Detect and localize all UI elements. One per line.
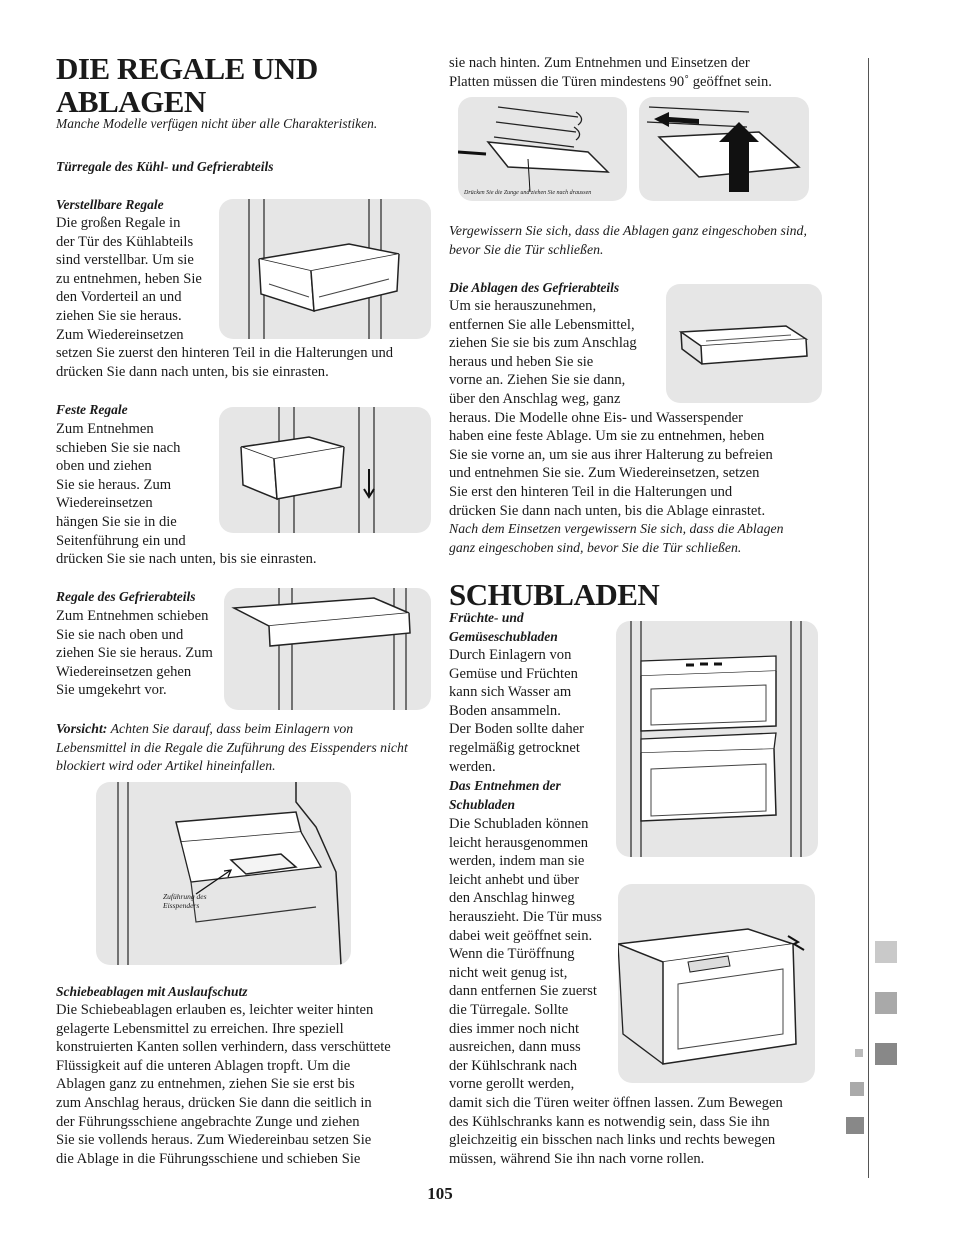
door-shelves-heading: Türregale des Kühl- und Gefrierabteils xyxy=(56,159,274,174)
text-line: heraus. Die Modelle ohne Eis- und Wasserspender xyxy=(449,409,743,426)
text-line: Um sie herauszunehmen, xyxy=(449,298,597,314)
text-line: Sie sie vorne an, um sie aus ihrer Halterung zu befreien xyxy=(449,446,773,463)
text-line: Flüssigkeit auf die unteren Ablagen tropft. Um die xyxy=(56,1057,351,1074)
text-line: sind verstellbar. Um sie xyxy=(56,252,194,269)
ensure-pushed-in-note xyxy=(449,222,807,259)
text-line: müssen, während Sie ihn nach vorne rollen. xyxy=(449,1150,705,1167)
text-line: des Kühlschranks kann es notwendig sein, dass Sie ihn xyxy=(449,1113,770,1130)
text-line: kann sich Wasser am xyxy=(449,684,572,701)
sliding-shelves-heading: Schiebeablagen mit Auslaufschutz xyxy=(56,984,248,999)
section-marker xyxy=(875,1043,897,1065)
text-line: Wiedereinsetzen xyxy=(56,495,153,512)
text-line: ziehen Sie sie bis zum Anschlag xyxy=(449,335,637,352)
text-line: vorne an. Ziehen Sie sie dann, xyxy=(449,372,626,389)
text-line: Durch Einlagern von xyxy=(449,647,572,663)
fixed-shelf-illustration xyxy=(219,407,431,533)
text-line: den Anschlag hinweg xyxy=(449,890,575,907)
text-line: dann entfernen Sie zuerst xyxy=(449,983,597,1000)
text-line: ausreichen, dann muss xyxy=(449,1039,581,1056)
text-line: zu entnehmen, heben Sie xyxy=(56,270,202,287)
text-line: Schubladen xyxy=(449,796,516,812)
text-line: damit sich die Türen weiter öffnen lassen. Zum Bewegen xyxy=(449,1094,783,1111)
text-line: regelmäßig getrocknet xyxy=(449,739,580,756)
page-title-line1: DIE REGALE UND xyxy=(56,51,318,86)
crisper-heading xyxy=(449,609,558,646)
text-line: Sie erst den hinteren Teil in die Halterungen und xyxy=(449,483,733,500)
text-line: zum Anschlag heraus, drücken Sie dann die seitlich in xyxy=(56,1094,372,1111)
drawer-removal-illustration xyxy=(618,884,815,1083)
fixed-shelves-heading: Feste Regale xyxy=(56,402,128,417)
text-line: dies immer noch nicht xyxy=(449,1020,580,1037)
text-line: Achten Sie darauf, dass beim Einlagern von xyxy=(107,721,354,736)
text-line: herauszieht. Die Tür muss xyxy=(449,908,602,925)
page-subtitle: Manche Modelle verfügen nicht über alle Charakteristiken. xyxy=(56,116,378,131)
text-line: Lebensmittel in die Regale die Zuführung des Eisspenders nicht xyxy=(56,739,408,755)
text-line: haben eine feste Ablage. Um sie zu entnehmen, heben xyxy=(449,428,765,445)
text-line: Nach dem Einsetzen vergewissern Sie sich, dass die Ablagen xyxy=(449,521,784,537)
text-line: sie nach hinten. Zum Entnehmen und Einsetzen der xyxy=(449,55,750,71)
text-line: die Türregale. Sollte xyxy=(449,1001,569,1018)
adjustable-shelf-illustration xyxy=(219,199,431,339)
text-line: gelagerte Lebensmittel zu erreichen. Ihre speziell xyxy=(56,1020,344,1037)
text-line: bevor Sie die Tür schließen. xyxy=(449,241,604,257)
text-line: entfernen Sie alle Lebensmittel, xyxy=(449,316,635,333)
text-line: und entnehmen Sie sie. Zum Wiedereinsetzen, setzen xyxy=(449,465,760,482)
text-line: Sie umgekehrt vor. xyxy=(56,682,167,699)
text-line: Boden ansammeln. xyxy=(449,702,561,719)
text-line: nicht weit genug ist, xyxy=(449,964,568,981)
text-line: Platten müssen die Türen mindestens 90˚ geöffnet sein. xyxy=(449,73,772,90)
text-line: der Kühlschrank nach xyxy=(449,1057,578,1074)
text-line: Zuführung des xyxy=(163,892,207,901)
drawer-removal-heading xyxy=(449,777,561,814)
text-line: ziehen Sie sie heraus. xyxy=(56,307,182,324)
freezer-compartment-shelves-heading: Die Ablagen des Gefrierabteils xyxy=(449,280,620,295)
text-line: Ablagen ganz zu entnehmen, ziehen Sie sie erst bis xyxy=(56,1076,355,1093)
freezer-shelves-text xyxy=(56,607,213,700)
ice-dispenser-illustration xyxy=(96,782,351,965)
text-line: Zum Entnehmen schieben xyxy=(56,608,209,624)
freezer-compartment-shelf-illustration xyxy=(666,284,822,403)
text-line: Sie sie vollends heraus. Zum Wiedereinbau setzen Sie xyxy=(56,1132,372,1149)
drawers-title: SCHUBLADEN xyxy=(449,577,660,612)
text-line: ganz eingeschoben sind, bevor Sie die Tür schließen. xyxy=(449,539,742,555)
text-line: konstruierten Kanten sollen verhindern, dass verschüttete xyxy=(56,1039,391,1056)
text-line: den Vorderteil an und xyxy=(56,289,182,306)
freezer-shelf-illustration xyxy=(224,588,431,710)
text-line: vorne gerollt werden, xyxy=(449,1076,575,1093)
text-line: oben und ziehen xyxy=(56,458,152,475)
freezer-shelves-heading: Regale des Gefrierabteils xyxy=(56,589,196,604)
text-line: der Tür des Kühlabteils xyxy=(56,233,194,250)
page-number: 105 xyxy=(427,1184,453,1203)
text-line: drücken Sie sie nach unten, bis sie einrasten. xyxy=(56,551,317,568)
adjustable-shelves-heading: Verstellbare Regale xyxy=(56,197,164,212)
text-line: Sie sie nach oben und xyxy=(56,626,184,643)
dispenser-label xyxy=(163,892,207,910)
caution-note xyxy=(56,720,408,776)
text-line: Das Entnehmen der xyxy=(449,778,561,793)
page-title-line2: ABLAGEN xyxy=(56,84,206,119)
text-line: heraus und heben Sie sie xyxy=(449,353,594,370)
text-line: werden. xyxy=(449,758,496,775)
text-line: werden, indem man sie xyxy=(449,853,585,870)
text-line: Wiedereinsetzen gehen xyxy=(56,663,192,680)
text-line: drücken Sie dann nach unten, bis die Ablage einrastet. xyxy=(449,502,766,519)
section-marker xyxy=(855,1049,863,1057)
text-line: leicht herausgenommen xyxy=(449,834,588,851)
text-line: setzen Sie zuerst den hinteren Teil in die Halterungen und xyxy=(56,345,394,362)
section-marker xyxy=(846,1117,864,1134)
text-line: die Ablage in die Führungsschiene und schieben Sie xyxy=(56,1150,361,1167)
text-line: hängen Sie sie in die xyxy=(56,513,177,530)
text-line: Die Schubladen können xyxy=(449,816,589,832)
section-marker xyxy=(875,941,897,963)
text-line: Gemüseschubladen xyxy=(449,628,558,644)
crisper-text xyxy=(449,646,584,776)
text-line: leicht anhebt und über xyxy=(449,871,580,888)
text-line: schieben Sie sie nach xyxy=(56,439,181,456)
text-line: dabei weit geöffnet sein. xyxy=(449,927,593,944)
text-line: Seitenführung ein und xyxy=(56,532,186,549)
sliding-shelf-lift-illustration xyxy=(639,97,809,201)
sliding-shelf-release-illustration xyxy=(458,97,627,201)
crisper-drawers-illustration xyxy=(616,621,818,857)
text-line: Der Boden sollte daher xyxy=(449,721,584,738)
text-line: Gemüse und Früchten xyxy=(449,665,578,682)
section-marker xyxy=(875,992,897,1014)
push-tab-caption: Drücken Sie die Zunge und ziehen Sie nach draussen xyxy=(464,190,592,196)
text-line: drücken Sie dann nach unten, bis sie einrasten. xyxy=(56,363,329,380)
text-line: Vergewissern Sie sich, dass die Ablagen ganz eingeschoben sind, xyxy=(449,223,807,238)
text-line: ziehen Sie sie heraus. Zum xyxy=(56,645,213,662)
text-line: gleichzeitig ein bisschen nach links und rechts bewegen xyxy=(449,1132,776,1149)
text-line: blockiert wird oder Artikel hineinfallen. xyxy=(56,758,276,774)
text-line: Eisspenders xyxy=(163,901,200,910)
section-marker xyxy=(850,1082,864,1096)
text-line: Früchte- und xyxy=(449,610,524,625)
text-line: über den Anschlag weg, ganz xyxy=(449,390,621,407)
text-line: Zum Wiedereinsetzen xyxy=(56,326,184,343)
text-line: Die Schiebeablagen erlauben es, leichter weiter hinten xyxy=(56,1002,374,1018)
sliding-shelves-text xyxy=(56,1001,391,1168)
caution-label: Vorsicht: xyxy=(56,721,108,736)
text-line: Wenn die Türöffnung xyxy=(449,946,575,963)
sliding-shelves-continued xyxy=(449,54,772,91)
side-rule xyxy=(868,58,869,1178)
text-line: Sie sie heraus. Zum xyxy=(56,476,172,493)
text-line: der Führungsschiene angebrachte Zunge und ziehen xyxy=(56,1113,360,1130)
text-line: Zum Entnehmen xyxy=(56,421,154,437)
text-line: Die großen Regale in xyxy=(56,215,181,231)
